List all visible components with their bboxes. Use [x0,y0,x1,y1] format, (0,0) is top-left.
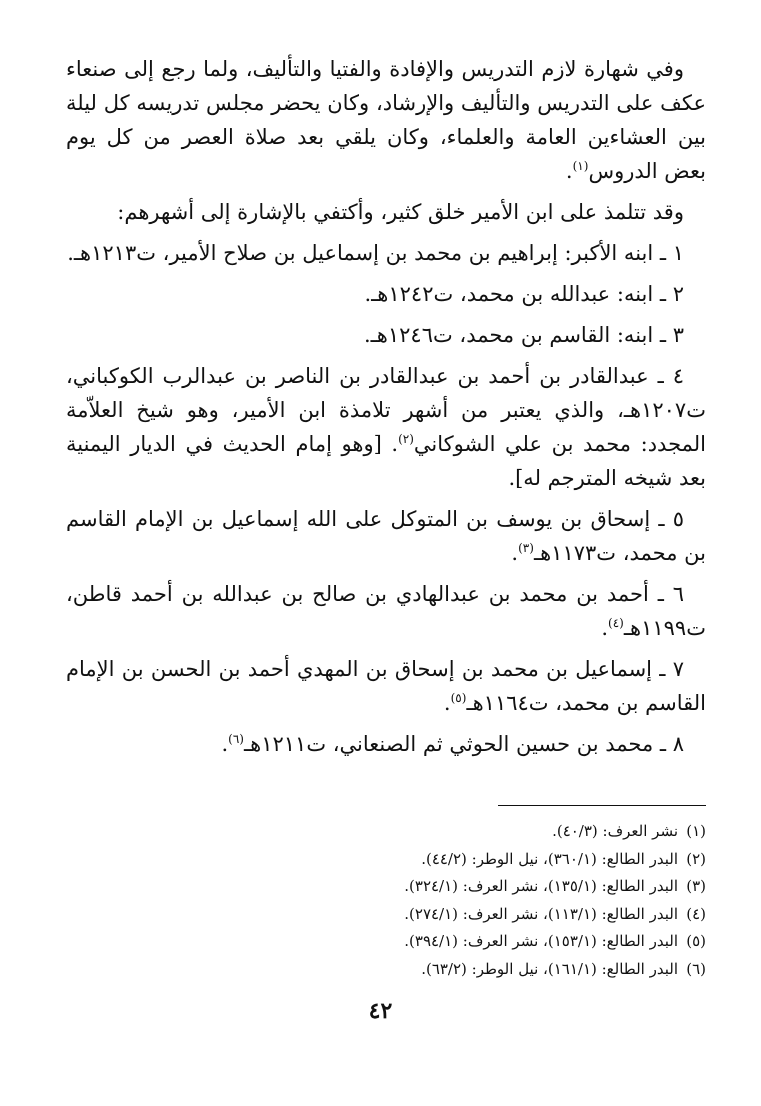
footnote-text: البدر الطالع: (١٦١/١)، نيل الوطر: (٦٣/٢). [421,959,678,978]
footnote-1 [146,818,706,846]
footnote-reference: (١) [572,159,589,173]
footnote-text: البدر الطالع: (١٥٣/١)، نشر العرف: (٣٩٤/١). [404,932,678,951]
paragraph-text: ١ ـ ابنه الأكبر: إبراهيم بن محمد بن إسماعيل بن صلاح الأمير، ت١٢١٣هـ. [67,241,684,265]
paragraph-text: ٨ ـ محمد بن حسين الحوثي ثم الصنعاني، ت١٢١١هـ [243,732,684,756]
paragraph-students-intro [66,195,706,229]
student-item-6 [66,577,706,645]
paragraph-text: ٧ ـ إسماعيل بن محمد بن إسحاق بن المهدي أحمد بن الحسن بن الإمام القاسم بن محمد، ت١١٦٤هـ [66,657,706,715]
paragraph-text: ٢ ـ ابنه: عبدالله بن محمد، ت١٢٤٢هـ. [364,282,684,306]
paragraph-tail: . [565,159,573,183]
paragraph-intro [66,52,706,188]
footnote-reference: (٢) [398,432,414,446]
paragraph-text: ٣ ـ ابنه: القاسم بن محمد، ت١٢٤٦هـ. [363,323,684,347]
footnote-reference: (٦) [228,732,244,746]
paragraph-tail: . [443,691,451,715]
paragraph-tail: . [511,541,519,565]
footnote-text: البدر الطالع: (١١٣/١)، نشر العرف: (٢٧٤/١). [404,904,678,923]
paragraph-tail: . [وهو إمام الحديث في الديار اليمنية بعد شيخه المترجم له]. [66,432,706,490]
footnote-number: (٣) [686,877,706,896]
footnote-text: نشر العرف: (٤٠/٣). [552,822,678,840]
footnote-number: (١) [686,822,706,840]
footnote-reference: (٣) [518,541,534,555]
paragraph-text: وقد تتلمذ على ابن الأمير خلق كثير، وأكتفي بالإشارة إلى أشهرهم: [117,200,684,224]
student-item-8 [66,727,706,761]
footnote-number: (٤) [686,904,706,923]
footnote-number: (٦) [686,959,706,978]
paragraph-text: ٥ ـ إسحاق بن يوسف بن المتوكل على الله إسماعيل بن الإمام القاسم بن محمد، ت١١٧٣هـ [66,507,706,565]
footnote-text: البدر الطالع: (١٣٥/١)، نشر العرف: (٣٢٤/١). [404,877,678,896]
student-item-3 [66,318,706,352]
footnote-6 [146,956,706,984]
main-text [66,52,706,768]
paragraph-tail: . [221,732,229,756]
footnote-text: البدر الطالع: (٣٦٠/١)، نيل الوطر: (٤٤/٢). [421,849,678,868]
footnote-number: (٢) [686,849,706,868]
paragraph-tail: . [601,616,609,640]
student-item-1 [66,236,706,270]
footnote-5 [146,928,706,956]
footnotes [146,818,706,984]
footnote-3 [146,873,706,901]
footnote-reference: (٥) [450,691,467,705]
student-item-5 [66,502,706,570]
page-number: ٤٢ [368,998,393,1024]
footnote-number: (٥) [686,932,706,951]
paragraph-text: ٤ ـ عبدالقادر بن أحمد بن عبدالقادر بن الناصر بن عبدالرب الكوكباني، ت١٢٠٧هـ، والذي يعتبر من أشهر تلامذة ابن الأمير، وهو شيخ العلاّمة المجدد: محمد بن علي الشوكاني [66,364,706,456]
footnote-4 [146,901,706,929]
student-item-4 [66,359,706,495]
footnote-2 [146,846,706,874]
student-item-2 [66,277,706,311]
footnote-reference: (٤) [608,616,624,630]
student-item-7 [66,652,706,720]
paragraph-text: ٦ ـ أحمد بن محمد بن عبدالهادي بن صالح بن عبدالله بن أحمد قاطن، ت١١٩٩هـ [66,582,706,640]
footnote-separator [498,805,706,806]
paragraph-text: وفي شهارة لازم التدريس والإفادة والفتيا والتأليف، ولما رجع إلى صنعاء عكف على التدريس والتأليف والإرشاد، وكان يحضر مجلس تدريسه كل ليلة بين العشاءين العامة والعلماء، وكان يلقي بعد صلاة العصر من كل يوم بعض الدروس [66,57,706,183]
